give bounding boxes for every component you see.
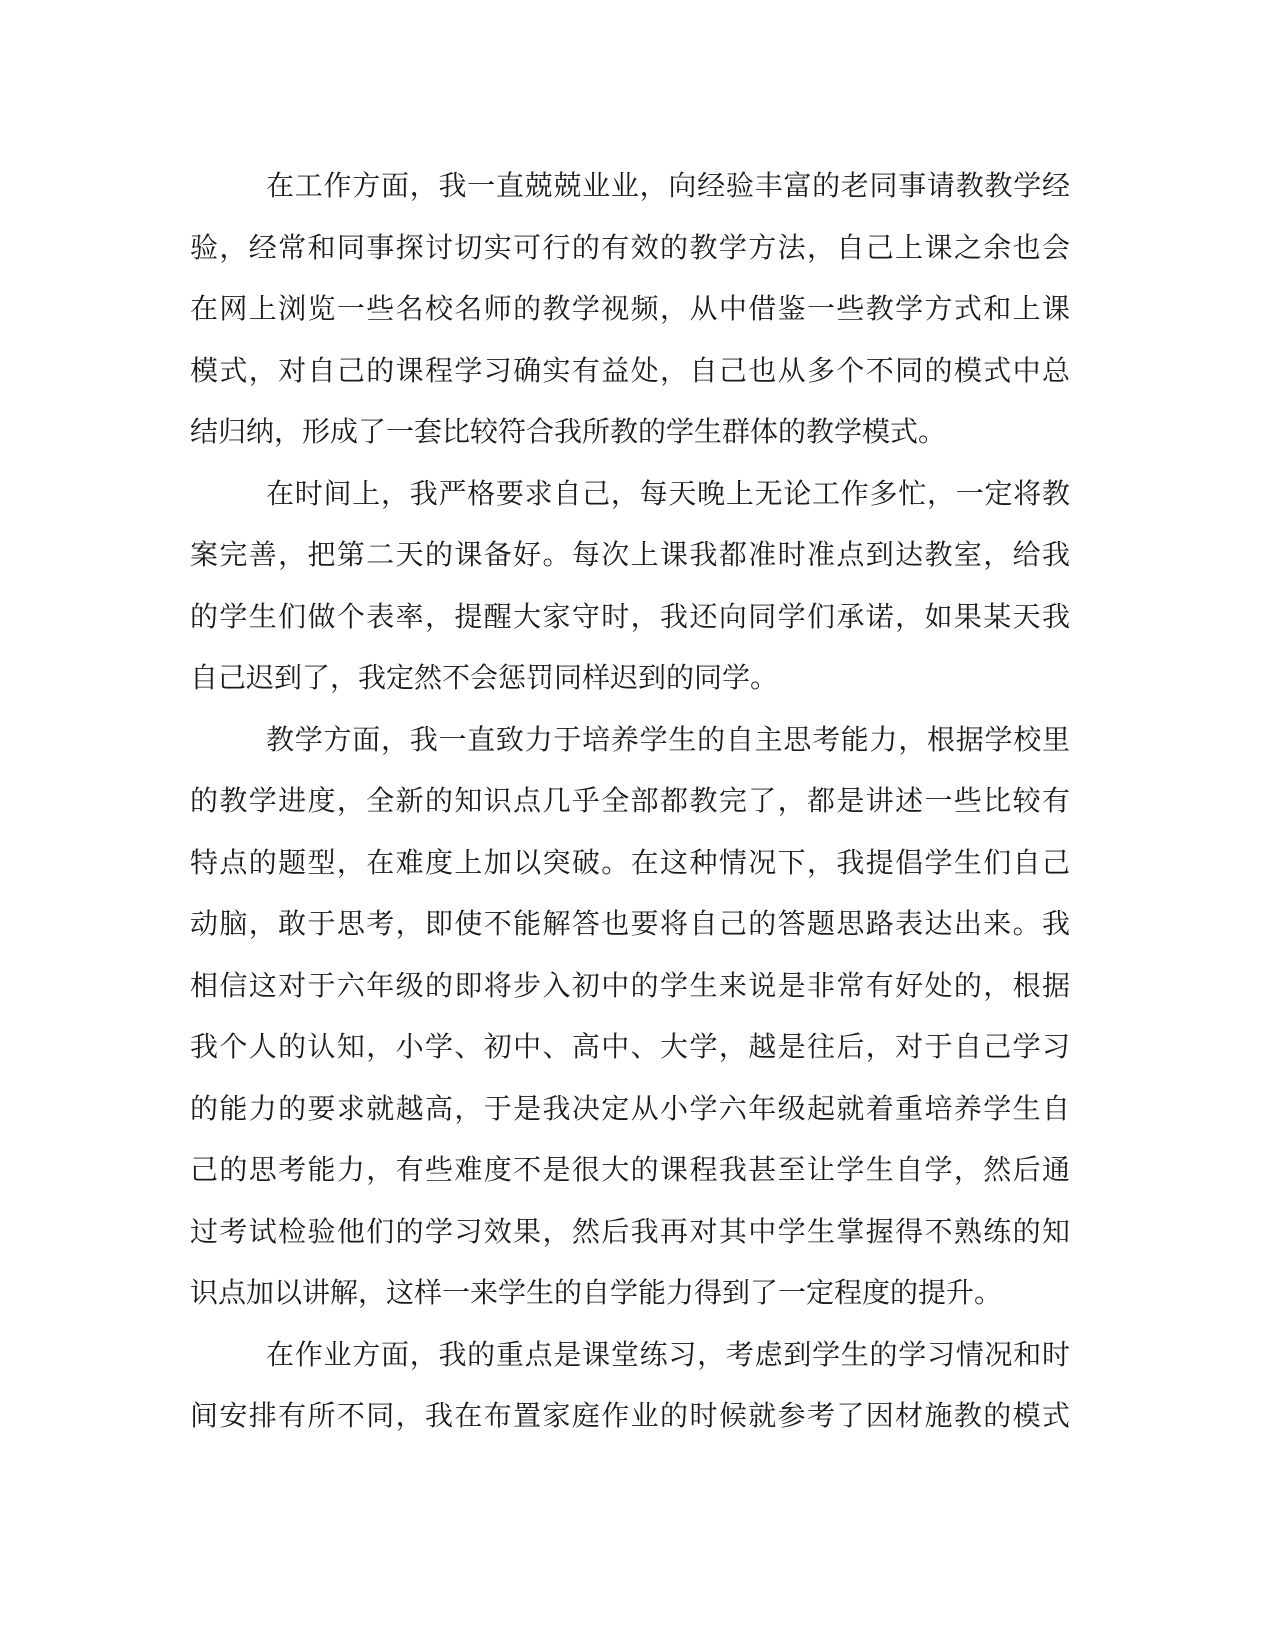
text-line: 验，经常和同事探讨切实可行的有效的教学方法，自己上课之余也会 (190, 230, 1070, 264)
text-line: 案完善，把第二天的课备好。每次上课我都准时准点到达教室，给我 (190, 538, 1070, 571)
text-line: 相信这对于六年级的即将步入初中的学生来说是非常有好处的，根据 (190, 968, 1070, 1002)
text-line: 过考试检验他们的学习效果，然后我再对其中学生掌握得不熟练的知 (190, 1214, 1070, 1248)
text-line: 的教学进度，全新的知识点几乎全部都教完了，都是讲述一些比较有 (190, 784, 1070, 817)
text-line: 的学生们做个表率，提醒大家守时，我还向同学们承诺，如果某天我 (190, 599, 1070, 633)
text-line: 在工作方面，我一直兢兢业业，向经验丰富的老同事请教教学经 (266, 169, 1070, 202)
text-line: 间安排有所不同，我在布置家庭作业的时候就参考了因材施教的模式 (190, 1399, 1070, 1432)
text-line: 模式，对自己的课程学习确实有益处，自己也从多个不同的模式中总 (190, 353, 1070, 387)
text-line: 自己迟到了，我定然不会惩罚同样迟到的同学。 (190, 661, 779, 694)
text-line: 的能力的要求就越高，于是我决定从小学六年级起就着重培养学生自 (190, 1091, 1070, 1125)
text-line: 教学方面，我一直致力于培养学生的自主思考能力，根据学校里 (266, 722, 1070, 756)
text-line: 己的思考能力，有些难度不是很大的课程我甚至让学生自学，然后通 (190, 1153, 1070, 1186)
text-line: 在作业方面，我的重点是课堂练习，考虑到学生的学习情况和时 (266, 1337, 1070, 1371)
text-line: 动脑，敢于思考，即使不能解答也要将自己的答题思路表达出来。我 (190, 907, 1070, 940)
text-line: 我个人的认知，小学、初中、高中、大学，越是往后，对于自己学习 (190, 1030, 1070, 1063)
text-line: 识点加以讲解，这样一来学生的自学能力得到了一定程度的提升。 (190, 1276, 1003, 1309)
text-line: 特点的题型，在难度上加以突破。在这种情况下，我提倡学生们自己 (190, 845, 1070, 879)
text-line: 结归纳，形成了一套比较符合我所教的学生群体的教学模式。 (190, 415, 947, 448)
paragraph-homework (190, 1324, 1070, 1447)
document-body (190, 155, 1070, 1447)
paragraph-teaching (190, 709, 1070, 1324)
text-line: 在网上浏览一些名校名师的教学视频，从中借鉴一些教学方式和上课 (190, 292, 1070, 325)
paragraph-work (190, 155, 1070, 463)
text-line: 在时间上，我严格要求自己，每天晚上无论工作多忙，一定将教 (266, 476, 1070, 510)
paragraph-time (190, 463, 1070, 709)
